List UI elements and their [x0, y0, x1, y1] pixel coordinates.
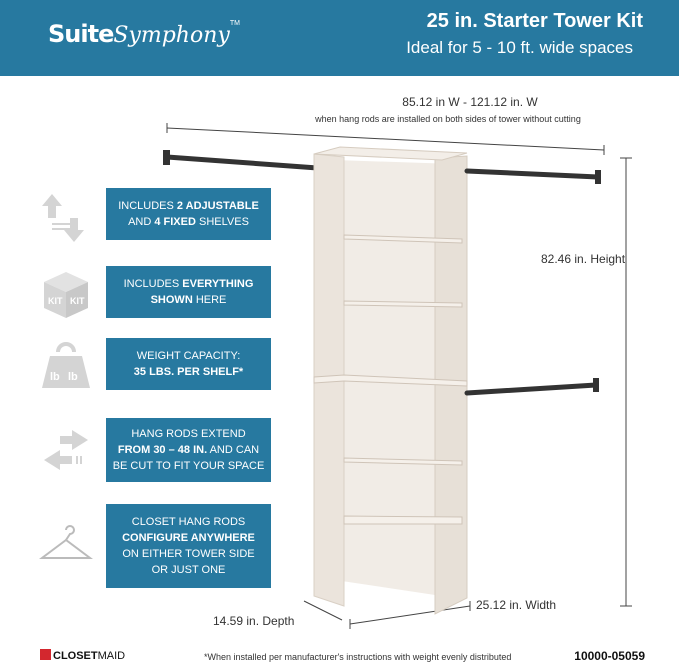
height-dimension-line [620, 158, 632, 606]
svg-text:KIT: KIT [48, 296, 63, 306]
closetmaid-logo [40, 649, 125, 662]
weight-icon [38, 338, 94, 394]
feature-configure-line1: CLOSET HANG RODS [131, 516, 246, 528]
feature-shelves-line1: INCLUDES 2 ADJUSTABLE [118, 200, 259, 212]
feature-weight [106, 338, 271, 390]
feature-hang-rods [106, 418, 271, 482]
svg-text:lb: lb [50, 371, 60, 383]
feature-hang-rods-line1: HANG RODS EXTEND [131, 428, 246, 440]
feature-hang-rods-line3: BE CUT TO FIT YOUR SPACE [112, 460, 265, 472]
right-top-hang-rod [467, 170, 601, 184]
hanger-icon [38, 522, 94, 578]
width-dimension-label: 25.12 in. Width [476, 598, 557, 612]
page-subtitle: Ideal for 5 - 10 ft. wide spaces [406, 38, 633, 57]
right-lower-hang-rod [467, 378, 599, 393]
feature-everything-line2: SHOWN HERE [150, 294, 227, 306]
svg-text:KIT: KIT [70, 296, 85, 306]
product-sku: 10000-05059 [574, 649, 645, 663]
feature-hang-rods-line2: FROM 30 – 48 IN. AND CAN [117, 444, 260, 456]
feature-shelves [106, 188, 271, 240]
closetmaid-logo-b: MAID [97, 650, 126, 662]
feature-shelves-line2: AND 4 FIXED SHELVES [128, 216, 249, 228]
weight-footnote: *When installed per manufacturer's instructions with weight evenly distributed [204, 652, 512, 662]
logo-symphony-text: Symphony [113, 23, 230, 48]
closetmaid-logo-square [40, 649, 51, 660]
feature-configure-line3: ON EITHER TOWER SIDE [122, 548, 255, 560]
feature-everything-line1: INCLUDES EVERYTHING [123, 278, 254, 290]
feature-weight-line1: WEIGHT CAPACITY: [136, 350, 241, 362]
feature-configure-line4: OR JUST ONE [151, 564, 226, 576]
feature-configure [106, 504, 271, 588]
closetmaid-logo-a: CLOSET [53, 650, 98, 662]
extend-arrows-icon [38, 422, 94, 478]
logo-tm: TM [229, 20, 240, 27]
kit-boxes-icon [38, 266, 94, 322]
height-dimension-label: 82.46 in. Height [541, 252, 626, 266]
up-down-arrows-icon [38, 190, 94, 246]
feature-everything [106, 266, 271, 318]
span-dimension-label: 85.12 in W - 121.12 in. W [402, 95, 538, 109]
svg-text:lb: lb [68, 371, 78, 383]
depth-dimension-label: 14.59 in. Depth [213, 614, 295, 628]
feature-weight-line2: 35 LBS. PER SHELF* [133, 366, 244, 378]
page-title: 25 in. Starter Tower Kit [426, 10, 643, 32]
span-dimension-note: when hang rods are installed on both sides of tower without cutting [315, 114, 581, 124]
feature-configure-line2: CONFIGURE ANYWHERE [122, 532, 255, 544]
logo-suite-text: Suite [48, 20, 114, 48]
